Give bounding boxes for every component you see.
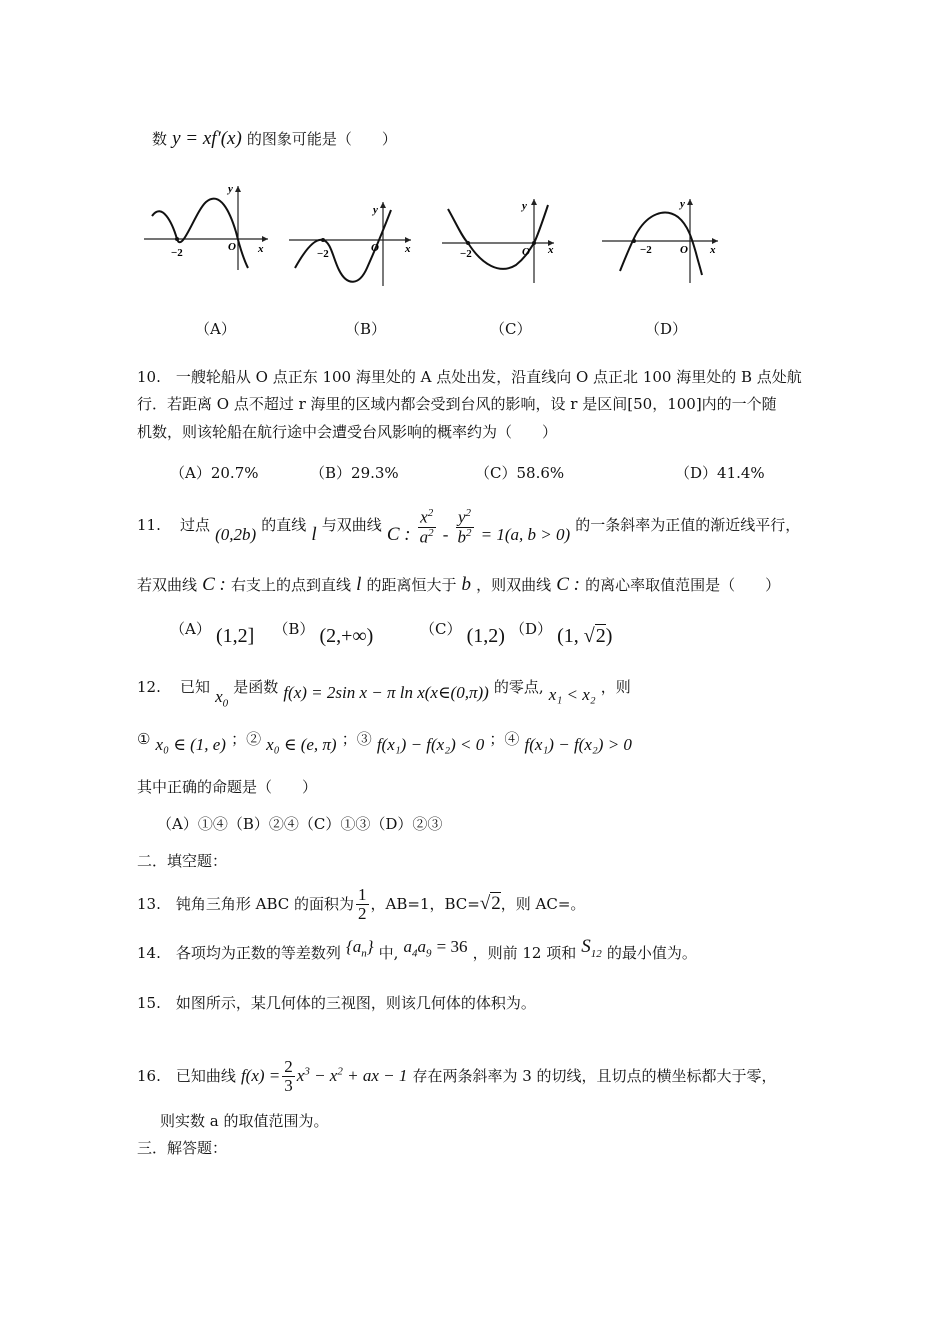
q11-line2-b-symbol: b (461, 574, 472, 595)
q11-line2-c: 的距离恒大于 (366, 576, 457, 594)
graph-d-x-label: x (710, 244, 716, 256)
graph-d-tick: −2 (640, 244, 652, 256)
q12-text-1: 已知 (179, 678, 210, 696)
q9-option-d: （D） (645, 320, 688, 338)
q12-text-4: ，则 (600, 678, 631, 696)
q10-option-a: （A）20.7% (170, 464, 259, 482)
q11-line-l: l (311, 524, 317, 546)
q12-choice-1-mark: ① (137, 730, 151, 748)
graph-c (440, 195, 565, 285)
q9-option-b: （B） (345, 320, 387, 338)
q11-options-cd: （C） (1,2) （D） (1, √2) (420, 620, 613, 647)
q10-option-b: （B）29.3% (310, 464, 399, 482)
q11-line2-c-symbol-2: C : (556, 574, 580, 595)
q12-choice-2-mark: ；② (231, 730, 262, 748)
q11-line2-e: 的离心率取值范围是（ ） (585, 576, 781, 594)
q10-option-c: （C）58.6% (475, 464, 565, 482)
q9-option-a: （A） (195, 320, 236, 338)
section-3-title: 三．解答题： (137, 1139, 228, 1157)
q11-option-d-sqrt: 2 (595, 625, 606, 647)
q13-fraction (356, 886, 369, 923)
q11-option-a-value: (1,2] (215, 625, 255, 647)
q11-line2-c-symbol: C : (202, 574, 226, 595)
q16-pre: 16. 已知曲线 (137, 1066, 236, 1085)
graph-a-tick: −2 (171, 247, 183, 259)
q10-option-d: （D）41.4% (675, 464, 765, 482)
q10-line-2: 行．若距离 O 点不超过 r 海里的区域内都会受到台风的影响，设 r 是区间[50，100]内的一个随 (137, 395, 777, 413)
q9-stem (152, 128, 397, 150)
q11-line2-d: ，则双曲线 (476, 576, 552, 594)
graph-d (600, 195, 725, 285)
q12-ask: 其中正确的命题是（ ） (137, 778, 318, 796)
q12-options: （A）①④（B）②④（C）①③（D）②③ (157, 815, 443, 833)
q16: 16. 已知曲线 f(x) = $\frac{2}{3}$ $x^3 - x^2$ + ax − 1 存在两条斜率为 3 的切线，且切点的横坐标都大于零， (137, 1057, 777, 1095)
q11-text-4: 的一条斜率为正值的渐近线平行， (575, 516, 801, 535)
q14-sequence: $\{a_n\}$ (345, 937, 374, 960)
graph-d-origin: O (680, 244, 688, 256)
graph-c-y-label: y (522, 200, 527, 212)
q13-mid: ，AB=1，BC= (370, 894, 480, 913)
q15: 15. 如图所示，某几何体的三视图，则该几何体的体积为。 (137, 994, 536, 1012)
q9-prefix: 数 (152, 130, 168, 148)
q11-frac-x: $\frac{x^2}{a^2}$ (419, 507, 434, 547)
graph-a (140, 182, 275, 272)
q12-choice-4-mark: ；④ (489, 730, 520, 748)
q12-text-3: 的零点, (493, 678, 544, 696)
q11-curve-c: C : (386, 524, 411, 546)
q11-options (170, 618, 373, 648)
q14: 14. 各项均为正数的等差数列 $\{a_n\}$ 中, $a_4a_9 = 36$ ，则前 12 项和 $S_{12}$ 的最小值为。 (137, 936, 697, 962)
q11-option-b-label: （B） (273, 620, 315, 638)
q13-frac-den: 2 (358, 903, 367, 923)
q12-number: 12. (137, 678, 161, 696)
q11-option-a-label: （A） (170, 620, 211, 638)
q11-text-1: 过点 (179, 516, 210, 535)
q13-sqrt-arg: 2 (491, 892, 501, 914)
q16-post: 存在两条斜率为 3 的切线，且切点的横坐标都大于零， (412, 1066, 777, 1085)
q10-line-3: 机数，则该轮船在航行途中会遭受台风影响的概率约为（ ） (137, 423, 558, 441)
q11-text-3: 与双曲线 (321, 516, 382, 535)
q13: 13. 钝角三角形 ABC 的面积为 $\frac{1}{2}$ ，AB=1，BC=√2，则 AC=。 (137, 885, 586, 923)
q11-option-d-label: （D） (510, 620, 553, 638)
q12-choices (137, 728, 632, 755)
q12-condition: x₁ < x₂ (548, 685, 596, 704)
q12-choice-3-mark: ；③ (341, 730, 372, 748)
graph-b-origin: O (371, 242, 379, 254)
q12-text-2: 是函数 (233, 678, 279, 696)
q14-mid-1: 中, (378, 944, 399, 962)
q12-choice-1: x₀ ∈ (1, e) (155, 735, 226, 754)
q13-post: ，则 AC=。 (500, 894, 586, 913)
graph-b-tick: −2 (317, 248, 329, 260)
graph-d-y-label: y (680, 198, 685, 210)
q11-line2-a: 若双曲线 (137, 576, 198, 594)
q11-stem: 11. 过点 (0,2b) 的直线 l 与双曲线 C : $\frac{x^2}{a^2}$ - $\frac{y^2}{b^2}$ = 1(a, b > 0) 的一条斜率为正值的渐近线平行， (137, 507, 801, 547)
q13-frac-num: 1 (358, 885, 367, 904)
q12-choice-3: f(x₁) − f(x₂) < 0 (376, 735, 485, 754)
graph-a-origin: O (228, 241, 236, 253)
graph-b-y-label: y (373, 204, 378, 216)
graph-c-tick: −2 (460, 248, 472, 260)
q9-suffix: 的图象可能是（ ） (246, 130, 397, 148)
q9-formula: y = xf′(x) (172, 128, 242, 149)
q11-point: (0,2b) (215, 525, 257, 545)
q11-text-2: 的直线 (261, 516, 307, 535)
graph-b-x-label: x (405, 243, 411, 255)
q11-option-c-value: (1,2) (466, 625, 505, 647)
q11-line-2 (137, 574, 780, 596)
q12-choice-4: f(x₁) − f(x₂) > 0 (524, 735, 632, 754)
q14-mid-2: ，则前 12 项和 (472, 944, 577, 962)
q14-equation: = 36 (436, 937, 468, 956)
graph-a-y-label: y (228, 183, 233, 195)
graph-c-x-label: x (548, 244, 554, 256)
q16-fraction (282, 1058, 295, 1095)
q11-option-d-value-post: ) (605, 625, 613, 647)
q13-pre: 13. 钝角三角形 ABC 的面积为 (137, 894, 355, 913)
q16-line-2: 则实数 a 的取值范围为。 (160, 1112, 329, 1130)
q9-option-c: （C） (490, 320, 532, 338)
q12-function: f(x) = 2sin x − π ln x(x∈(0,π)) (283, 683, 489, 702)
q14-pre: 14. 各项均为正数的等差数列 (137, 944, 341, 962)
q11-option-b-value: (2,+∞) (319, 625, 374, 647)
q11-option-c-label: （C） (420, 620, 462, 638)
q11-frac-y: $\frac{y^2}{b^2}$ (457, 507, 472, 547)
q11-eq-tail: = 1(a, b > 0) (480, 525, 571, 545)
q11-line2-b: 右支上的点到直线 (230, 576, 351, 594)
q16-frac-den: 3 (284, 1075, 293, 1095)
q12-choice-2: x₀ ∈ (e, π) (266, 735, 337, 754)
q10-line-1: 10. 一艘轮船从 O 点正东 100 海里处的 A 点处出发，沿直线向 O 点正北 100 海里处的 B 点处航 (137, 368, 802, 386)
q12-stem: 12. 已知 $x_0$ 是函数 f(x) = 2sin x − π ln x(x∈(0,π)) 的零点, x₁ < x₂ ，则 (137, 678, 631, 710)
q16-frac-num: 2 (284, 1057, 293, 1076)
q14-post: 的最小值为。 (606, 944, 697, 962)
q11-number: 11. (137, 516, 161, 535)
q11-line2-l-symbol: l (356, 574, 362, 595)
graph-a-x-label: x (258, 243, 264, 255)
q11-option-d-value-pre: (1, (557, 625, 584, 647)
graph-b (287, 198, 422, 288)
graph-c-origin: O (522, 246, 530, 258)
section-2-title: 二．填空题： (137, 852, 228, 870)
